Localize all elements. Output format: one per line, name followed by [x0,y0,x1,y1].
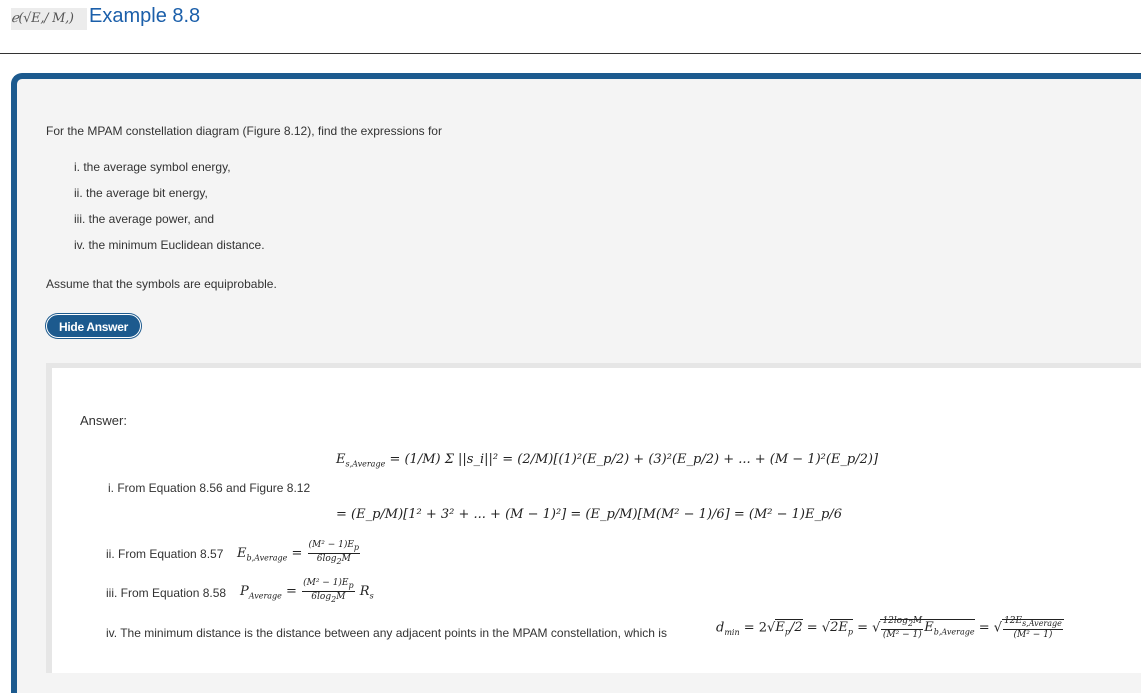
equation-4: $d_{min} = 2√E_p/2 = √2E_p$ = √ $\frac{12\log_2M}{\text{(M² − 1)}}$ $E_{b,Average}$ = √ $\frac{12E_{s,Average}}{\text{(M² − 1)}}$ [716,616,1062,640]
answer-line-3-text: iii. From Equation 8.58 [106,586,227,600]
question-item-4: iv. the minimum Euclidean distance. [74,238,265,252]
question-item-3: iii. the average power, and [74,212,215,226]
equation-3-fraction: $\frac{(M^2 - 1)E_p}{6\log_2M}$ [303,578,354,604]
question-assumption: Assume that the symbols are equiprobable. [46,277,277,291]
equation-logo-image: ℯ(√E,/ M,) [11,8,87,30]
question-item-2: ii. the average bit energy, [74,186,208,200]
equation-1-rhs: = (1/M) Σ ||s_i||² = (2/M)[(1)²(E_p/2) + (3)²(E_p/2) + ... + (M − 1)²(E_p/2)] [389,452,879,467]
equation-1-continued: = (E_p/M)[1² + 3² + ... + (M − 1)²] = (E_p/M)[M(M² − 1)/6] = (M² − 1)E_p/6 [336,507,842,522]
question-intro: For the MPAM constellation diagram (Figure 8.12), find the expressions for [46,124,442,138]
equation-1-lhs: $E_{s,Average}$ [336,452,386,469]
question-item-1: i. the average symbol energy, [74,160,231,174]
equation-1 [336,452,878,469]
equation-2: $E_{b,Average}$ = $\frac{(M^2 - 1)E_p}{6\log_2M}$ [237,540,360,566]
answer-line-4-text: iv. The minimum distance is the distance between any adjacent points in the MPAM constellation, which is [106,626,667,640]
page-title: Example 8.8 [89,5,201,27]
equation-2-fraction: $\frac{(M^2 - 1)E_p}{6\log_2M}$ [308,540,360,566]
equation-3: $P_{Average}$ = $\frac{(M^2 - 1)E_p}{6\log_2M}$ $R_s$ [240,578,374,604]
hide-answer-button[interactable]: Hide Answer [46,314,141,338]
page-header [0,0,1141,54]
answer-line-1-text: i. From Equation 8.56 and Figure 8.12 [108,481,311,495]
answer-label: Answer: [80,413,127,428]
answer-line-2-text: ii. From Equation 8.57 [106,547,224,561]
